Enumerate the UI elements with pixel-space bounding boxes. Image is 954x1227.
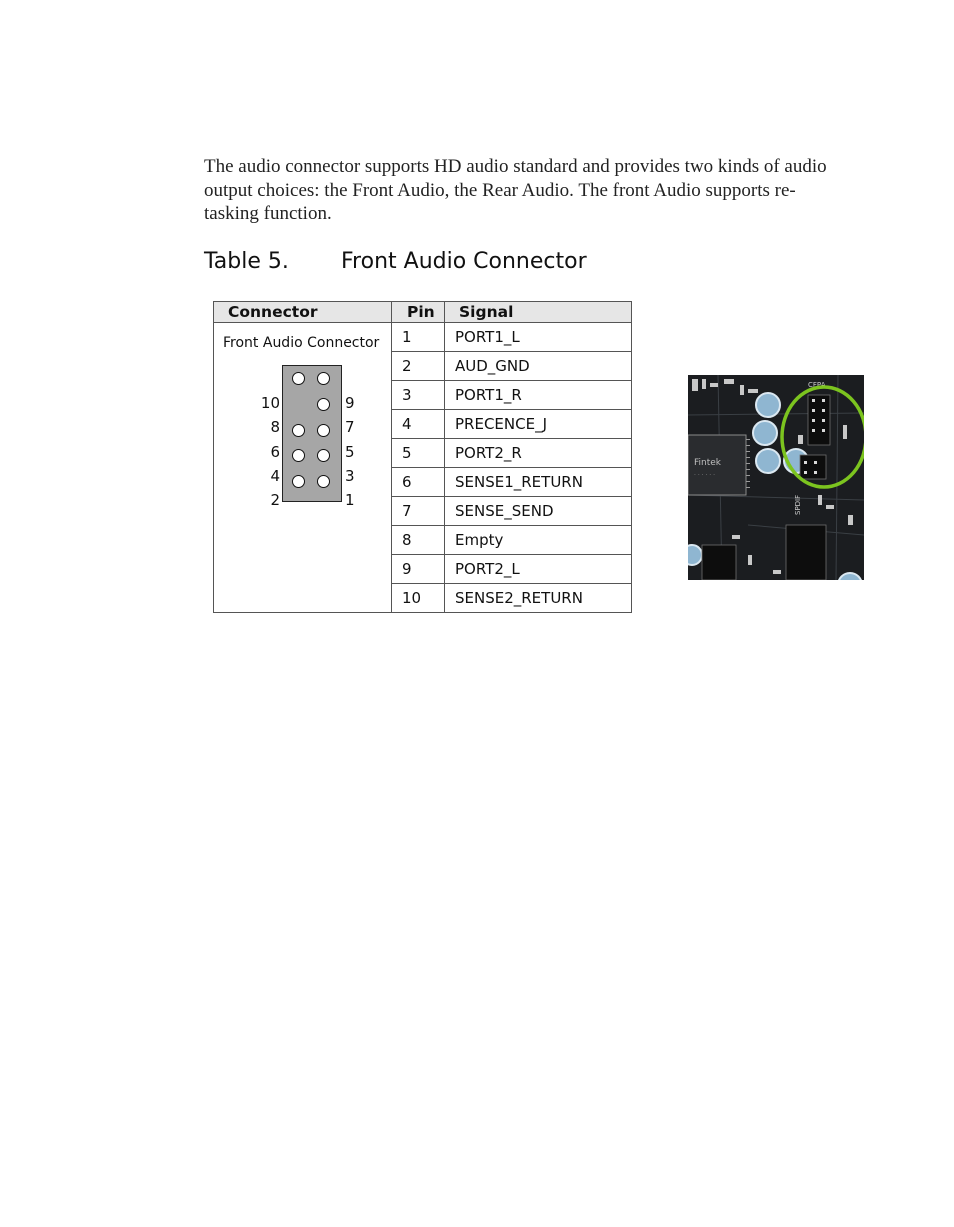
pin-5-hole bbox=[317, 424, 330, 437]
motherboard-photo bbox=[688, 375, 864, 580]
pin-10-hole bbox=[292, 372, 305, 385]
signal-cell: Empty bbox=[445, 526, 632, 555]
pin-cell: 9 bbox=[392, 555, 445, 584]
pin-cell: 5 bbox=[392, 439, 445, 468]
motherboard-illustration bbox=[688, 375, 864, 580]
header-diagram bbox=[282, 365, 342, 502]
board-marking-cfpa: CFPA bbox=[808, 381, 826, 389]
table-row bbox=[214, 323, 632, 352]
pin-1-hole bbox=[317, 475, 330, 488]
caption-number: Table 5. bbox=[204, 249, 289, 274]
intro-paragraph: The audio connector supports HD audio standard and provides two kinds of audio output choices: the Front Audio, the Rear Audio. The front Audio supports re-tasking function. bbox=[204, 156, 827, 224]
pin-number-left: 6 bbox=[270, 443, 280, 461]
connector-cell bbox=[214, 323, 392, 613]
header-connector: Connector bbox=[214, 302, 392, 323]
connector-label: Front Audio Connector bbox=[223, 335, 380, 351]
signal-cell: SENSE_SEND bbox=[445, 497, 632, 526]
header-pin: Pin bbox=[392, 302, 445, 323]
pin-number-left: 4 bbox=[270, 467, 280, 485]
pin-table bbox=[213, 301, 632, 613]
pin-cell: 3 bbox=[392, 381, 445, 410]
pin-6-hole bbox=[292, 424, 305, 437]
pin-cell: 6 bbox=[392, 468, 445, 497]
pin-2-hole bbox=[292, 475, 305, 488]
signal-cell: PORT1_R bbox=[445, 381, 632, 410]
pin-number-left: 10 bbox=[260, 394, 280, 412]
signal-cell: PORT2_L bbox=[445, 555, 632, 584]
pin-number-left: 2 bbox=[270, 491, 280, 509]
pin-cell: 1 bbox=[392, 323, 445, 352]
pin-cell: 4 bbox=[392, 410, 445, 439]
pin-9-hole bbox=[317, 372, 330, 385]
pin-number-right: 9 bbox=[345, 394, 355, 412]
chip-marking: Fintek bbox=[694, 458, 722, 468]
signal-cell: PORT1_L bbox=[445, 323, 632, 352]
pin-number-right: 3 bbox=[345, 467, 355, 485]
signal-cell: SENSE2_RETURN bbox=[445, 584, 632, 613]
pin-cell: 2 bbox=[392, 352, 445, 381]
header-signal: Signal bbox=[445, 302, 632, 323]
pin-cell: 7 bbox=[392, 497, 445, 526]
pin-number-left: 8 bbox=[270, 418, 280, 436]
pin-cell: 10 bbox=[392, 584, 445, 613]
table-caption bbox=[204, 249, 587, 274]
table-header-row bbox=[214, 302, 632, 323]
pin-7-hole bbox=[317, 398, 330, 411]
pin-4-hole bbox=[292, 449, 305, 462]
pin-number-right: 1 bbox=[345, 491, 355, 509]
board-marking-spdif: SPDIF bbox=[794, 494, 802, 515]
pin-3-hole bbox=[317, 449, 330, 462]
signal-cell: PRECENCE_J bbox=[445, 410, 632, 439]
signal-cell: SENSE1_RETURN bbox=[445, 468, 632, 497]
pin-number-right: 5 bbox=[345, 443, 355, 461]
svg-text:· · · · · ·: · · · · · · bbox=[694, 472, 715, 479]
signal-cell: PORT2_R bbox=[445, 439, 632, 468]
pin-number-right: 7 bbox=[345, 418, 355, 436]
pin-cell: 8 bbox=[392, 526, 445, 555]
caption-title: Front Audio Connector bbox=[341, 249, 587, 274]
signal-cell: AUD_GND bbox=[445, 352, 632, 381]
